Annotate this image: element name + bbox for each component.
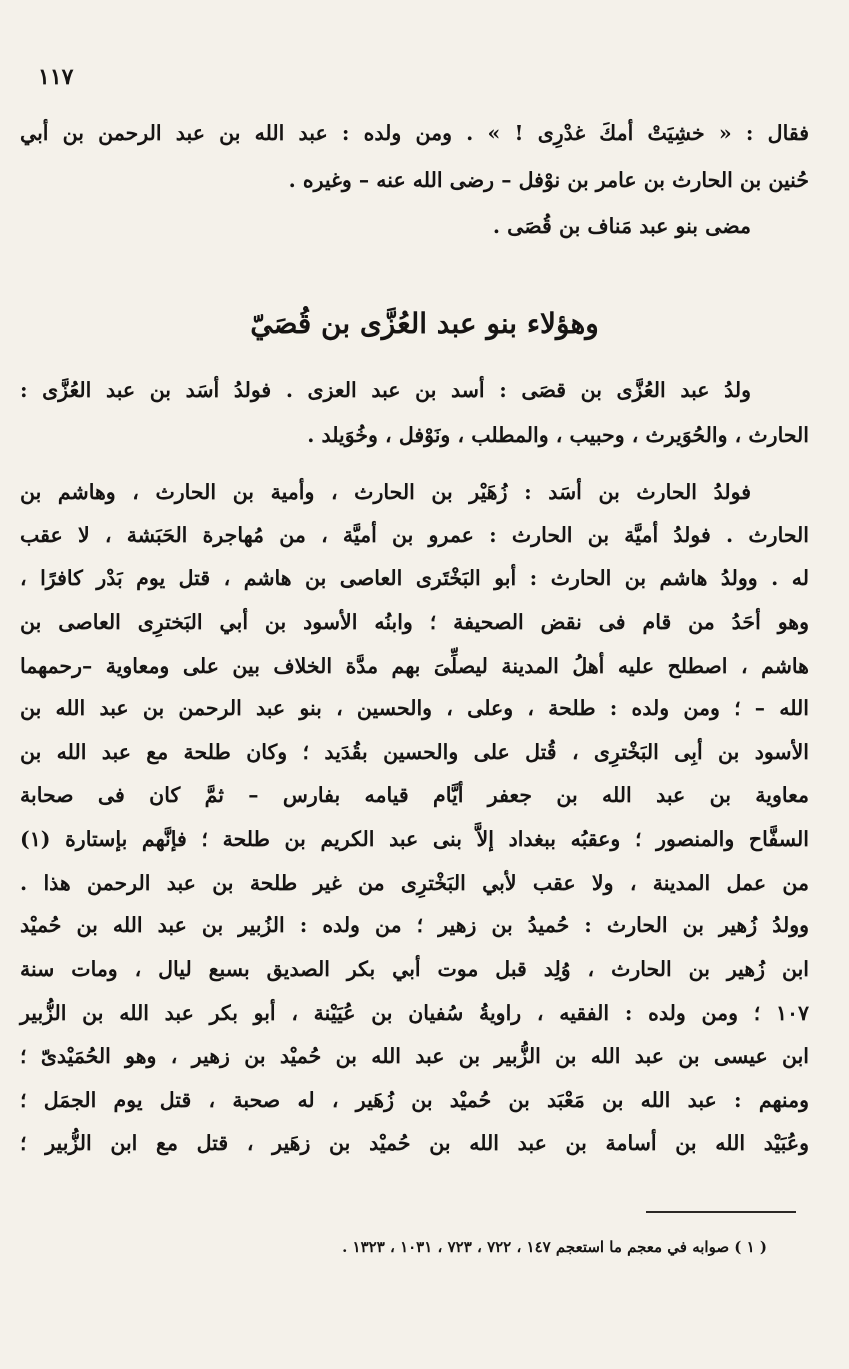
text-line: فولدُ الحارث بن أسَد : زُهَيْر بن الحارث ، وأمية بن الحارث ، وهاشم بن [20, 480, 751, 504]
text-line: وهو أحَدُ من قام فى نقض الصحيفة ؛ وابنُه الأسود بن أبي البَخترِى العاصى بن [20, 610, 809, 634]
text-line: من عمل المدينة ، ولا عقب لأبي البَخْترِى من غير طلحة بن عبد الرحمن هذا . [20, 871, 809, 895]
text-line: له . وولدُ هاشم بن الحارث : أبو البَخْتَرى العاصى بن هاشم ، قتل يوم بَدْر كافرًا ، [20, 566, 809, 590]
text-line: الله – ؛ ومن ولده : طلحة ، وعلى ، والحسين ، بنو عبد الرحمن بن عبد الله بن [20, 696, 809, 720]
text-line: ابن عيسى بن عبد الله بن الزُّبير بن عبد الله بن حُميْد بن زهير ، وهو الحُمَيْدىّ ؛ [20, 1044, 809, 1068]
footnote-divider [646, 1211, 796, 1213]
page-number: ١١٧ [38, 64, 74, 90]
text-line: ١٠٧ ؛ ومن ولده : الفقيه ، راويةُ سُفيان بن عُيَيْنة ، أبو بكر عبد الله بن الزُّبير [20, 1001, 809, 1025]
footnote: ( ١ ) صوابه في معجم ما استعجم ١٤٧ ، ٧٢٢ ، ٧٢٣ ، ١٠٣١ ، ١٣٢٣ . [342, 1238, 767, 1256]
text-line: ابن زُهير بن الحارث ، وُلِد قبل موت أبي بكر الصديق بسبع ليال ، ومات سنة [20, 957, 809, 981]
text-line: الحارث . فولدُ أميَّة بن الحارث : عمرو بن أميَّة ، من مُهاجرة الحَبَشة ، لا عقب [20, 523, 809, 547]
text-line: ومنهم : عبد الله بن مَعْبَد بن حُميْد بن زُهَير ، له صحبة ، قتل يوم الجمَل ؛ [20, 1088, 809, 1112]
text-line: هاشم ، اصطلح عليه أهلُ المدينة ليصلِّىَ بهم مدَّة الخلاف بين على ومعاوية –رحمهما [20, 654, 809, 678]
text-line: الحارث ، والحُوَيرث ، وحبيب ، والمطلب ، ونَوْفل ، وخُوَيلد . [307, 423, 809, 447]
text-line: وولدُ زُهير بن الحارث : حُميدُ بن زهير ؛ من ولده : الزُبير بن عبد الله بن حُميْد [20, 913, 809, 937]
section-heading: وهؤلاء بنو عبد العُزَّى بن قُصَيّ [250, 307, 599, 340]
text-line: ولدُ عبد العُزَّى بن قصَى : أسد بن عبد العزى . فولدُ أسَد بن عبد العُزَّى : [20, 378, 751, 402]
text-line: فقال : « خشِيَتْ أمكَ غدْرِى ! » . ومن ولده : عبد الله بن عبد الرحمن بن أبي [20, 121, 809, 145]
text-line: الأسود بن أبِى البَخْترِى ، قُتل على والحسين بقُدَيد ؛ وكان طلحة مع عبد الله بن [20, 740, 809, 764]
text-line: مضى بنو عبد مَناف بن قُصَى . [492, 214, 751, 238]
text-line: وعُبَيْد الله بن أسامة بن عبد الله بن حُميْد بن زهَير ، قتل مع ابن الزُّبير ؛ [20, 1131, 809, 1155]
text-line: السفَّاح والمنصور ؛ وعقبُه ببغداد إلاَّ بنى عبد الكريم بن طلحة ؛ فإنَّهم بإستارة (١) [20, 827, 809, 851]
text-line: حُنين بن الحارث بن عامر بن نوْفل – رضى الله عنه – وغيره . [288, 168, 809, 192]
text-line: معاوية بن عبد الله بن جعفر أيَّام قيامه بفارس – ثمَّ كان فى صحابة [20, 783, 809, 807]
